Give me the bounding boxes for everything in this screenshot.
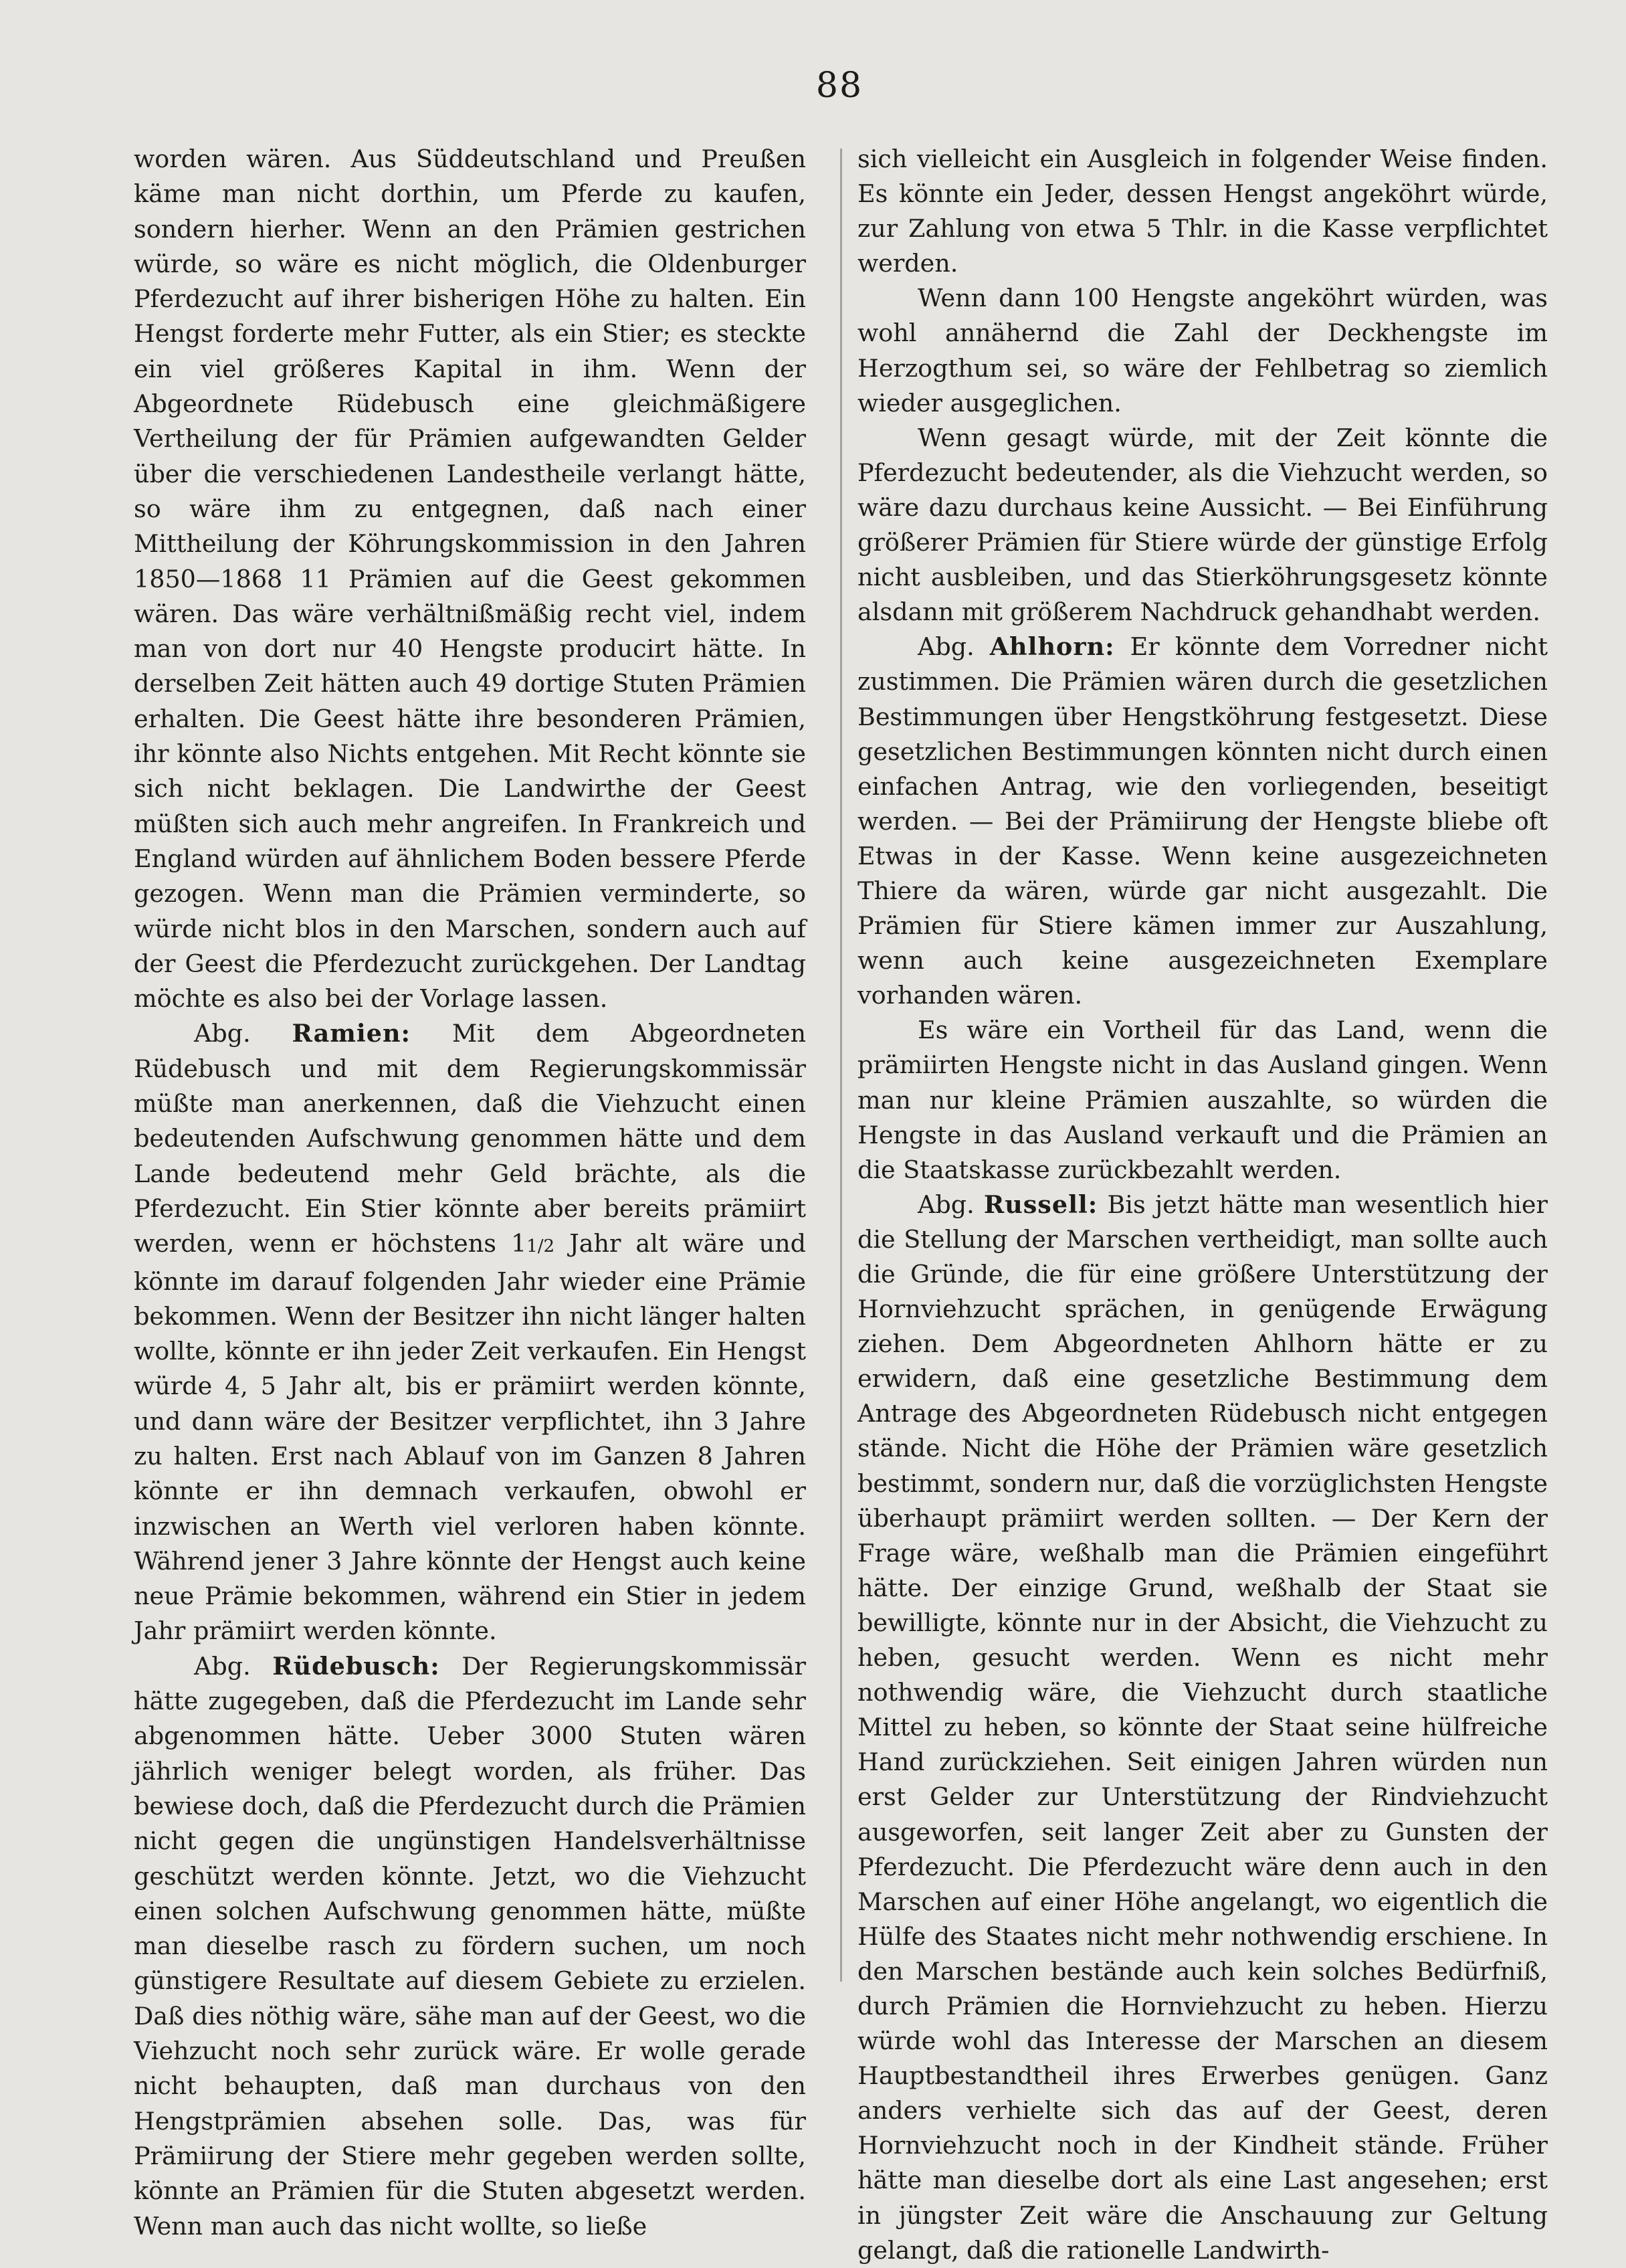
speech-text: Bis jetzt hätte man wesentlich hier die Stellung der Marschen vertheidigt, man sollte auch die Gründe, die für eine größere Unterstützung der Hornviehzucht sprächen, in genügende Erwägung ziehen. Dem Abgeordneten Ahlhorn hätte er zu erwidern, daß eine gesetzliche Bestimmung dem Antrage des Abgeordneten Rüdebusch nicht entgegen stände. Nicht die Höhe der Prämien wäre gesetzlich bestimmt, sondern nur, daß die vorzüglichsten Hengste überhaupt prämiirt werden sollten. — Der Kern der Frage wäre, weßhalb man die Prämien eingeführt hätte. Der einzige Grund, weßhalb der Staat sie bewilligte, könnte nur in der Absicht, die Viehzucht zu heben, gesucht werden. Wenn es nicht mehr nothwendig wäre, die Viehzucht durch staatliche Mittel zu heben, so könnte der Staat seine hülfreiche Hand zurückziehen. Seit einigen Jahren würden nun erst Gelder zur Unterstützung der Rindviehzucht ausgeworfen, seit langer Zeit aber zu Gunsten der Pferdezucht. Die Pferdezucht wäre denn auch in den Marschen auf einer Höhe angelangt, wo eigentlich die Hülfe des Staates nicht mehr nothwendig erschiene. In den Marschen bestände auch kein solches Bedürfniß, durch Prämien die Hornviehzucht zu heben. Hierzu würde wohl das Interesse der Marschen an diesem Hauptbestandtheil ihres Erwerbes genügen. Ganz anders verhielte sich das auf der Geest, deren Hornviehzucht noch in der Kindheit stände. Früher hätte man dieselbe dort als eine Last angesehen; erst in jüngster Zeit wäre die Anschauung zur Geltung gelangt, daß die rationelle Landwirth- — [857, 1190, 1548, 2265]
paragraph: Wenn dann 100 Hengste angeköhrt würden, was wohl annähernd die Zahl der Deckhengste im Herzogthum sei, so wäre der Fehlbetrag so ziemlich wieder ausgeglichen. — [857, 284, 1548, 417]
paragraph: Wenn gesagt würde, mit der Zeit könnte die Pferdezucht bedeutender, als die Viehzucht werden, so wäre dazu durchaus keine Aussicht. — Bei Einführung größerer Prämien für Stiere würde der günstige Erfolg nicht ausbleiben, und das Stierköhrungsgesetz könnte alsdann mit größerem Nachdruck gehandhabt werden. — [857, 423, 1548, 627]
speech-text-part: Jahr alt wäre und könnte im darauf folgenden Jahr wieder eine Prämie bekommen. Wenn der Besitzer ihn nicht länger halten wollte, könnte er ihn jeder Zeit verkaufen. Ein Hengst würde 4, 5 Jahr alt, bis er prämiirt werden könnte, und dann wäre der Besitzer verpflichtet, ihn 3 Jahre zu halten. Erst nach Ablauf von im Ganzen 8 Jahren könnte er ihn demnach verkaufen, obwohl er inzwischen an Werth viel verloren haben könnte. Während jener 3 Jahre könnte der Hengst auch keine neue Prämie bekommen, während ein Stier in jedem Jahr prämiirt werden könnte. — [134, 1229, 806, 1646]
speech-ruedebusch — [134, 1649, 806, 2244]
speech-russell — [857, 1188, 1548, 2268]
paragraph: Es wäre ein Vortheil für das Land, wenn die prämiirten Hengste nicht in das Ausland gingen. Wenn man nur kleine Prämien auszahlte, so würden die Hengste in das Ausland verkauft und die Prämien an die Staatskasse zurückbezahlt werden. — [857, 1016, 1548, 1184]
speech-text: Er könnte dem Vorredner nicht zustimmen. Die Prämien wären durch die gesetzlichen Bestimmungen über Hengstköhrung festgesetzt. Diese gesetzlichen Bestimmungen könnten nicht durch einen einfachen Antrag, wie den vorliegenden, beseitigt werden. — Bei der Prämiirung der Hengste bliebe oft Etwas in der Kasse. Wenn keine ausgezeichneten Thiere da wären, würde gar nicht ausgezahlt. Die Prämien für Stiere kämen immer zur Auszahlung, wenn auch keine ausgezeichneten Exemplare vorhanden wären. — [857, 632, 1548, 1010]
speech-text-part: Mit dem Abgeordneten Rüdebusch und mit dem Regierungskommissär müßte man anerkennen, daß die Viehzucht einen bedeutenden Aufschwung genommen hätte und dem Lande bedeutend mehr Geld brächte, als die Pferdezucht. Ein Stier könnte aber bereits prämiirt werden, wenn er höchstens 1 — [134, 1019, 807, 1258]
abg-prefix: Abg. — [194, 1651, 251, 1681]
speech-ramien — [134, 1016, 806, 1648]
right-column — [857, 142, 1548, 2268]
speaker-name: Ahlhorn: — [989, 632, 1115, 662]
fraction: 1/2 — [526, 1236, 555, 1257]
speaker-name: Ramien: — [292, 1019, 411, 1048]
left-column — [134, 142, 806, 2244]
speech-ahlhorn — [857, 630, 1548, 1013]
page-number: 88 — [815, 66, 863, 106]
speaker-name: Russell: — [983, 1190, 1098, 1219]
paragraph: worden wären. Aus Süddeutschland und Preußen käme man nicht dorthin, um Pferde zu kaufen, sondern hierher. Wenn an den Prämien gestrichen würde, so wäre es nicht möglich, die Oldenburger Pferdezucht auf ihrer bisherigen Höhe zu halten. Ein Hengst forderte mehr Futter, als ein Stier; es steckte ein viel größeres Kapital in ihm. Wenn der Abgeordnete Rüdebusch eine gleichmäßigere Vertheilung der für Prämien aufgewandten Gelder über die verschiedenen Landestheile verlangt hätte, so wäre ihm zu entgegnen, daß nach einer Mittheilung der Köhrungskommission in den Jahren 1850—1868 11 Prämien auf die Geest gekommen wären. Das wäre verhältnißmäßig recht viel, indem man von dort nur 40 Hengste producirt hätte. In derselben Zeit hätten auch 49 dortige Stuten Prämien erhalten. Die Geest hätte ihre besonderen Prämien, ihr könnte also Nichts entgehen. Mit Recht könnte sie sich nicht beklagen. Die Landwirthe der Geest müßten sich auch mehr angreifen. In Frankreich und England würden auf ähnlichem Boden bessere Pferde gezogen. Wenn man die Prämien verminderte, so würde nicht blos in den Marschen, sondern auch auf der Geest die Pferdezucht zurückgehen. Der Landtag möchte es also bei der Vorlage lassen. — [134, 145, 806, 1014]
abg-prefix: Abg. — [194, 1019, 251, 1048]
abg-prefix: Abg. — [918, 1190, 975, 1219]
column-divider — [840, 149, 842, 1982]
abg-prefix: Abg. — [918, 632, 975, 662]
speaker-name: Rüdebusch: — [272, 1651, 440, 1681]
paragraph: sich vielleicht ein Ausgleich in folgender Weise finden. Es könnte ein Jeder, dessen Hengst angeköhrt würde, zur Zahlung von etwa 5 Thlr. in die Kasse verpflichtet werden. — [857, 145, 1548, 278]
speech-text: Der Regierungskommissär hätte zugegeben, daß die Pferdezucht im Lande sehr abgenommen hätte. Ueber 3000 Stuten wären jährlich weniger belegt worden, als früher. Das bewiese doch, daß die Pferdezucht durch die Prämien nicht gegen die ungünstigen Handelsverhältnisse geschützt werden könnte. Jetzt, wo die Viehzucht einen solchen Aufschwung genommen hätte, müßte man dieselbe rasch zu fördern suchen, um noch günstigere Resultate auf diesem Gebiete zu erzielen. Daß dies nöthig wäre, sähe man auf der Geest, wo die Viehzucht noch sehr zurück wäre. Er wolle gerade nicht behaupten, daß man durchaus von den Hengstprämien absehen solle. Das, was für Prämiirung der Stiere mehr gegeben werden sollte, könnte an Prämien für die Stuten abgesetzt werden. Wenn man auch das nicht wollte, so ließe — [134, 1651, 807, 2241]
